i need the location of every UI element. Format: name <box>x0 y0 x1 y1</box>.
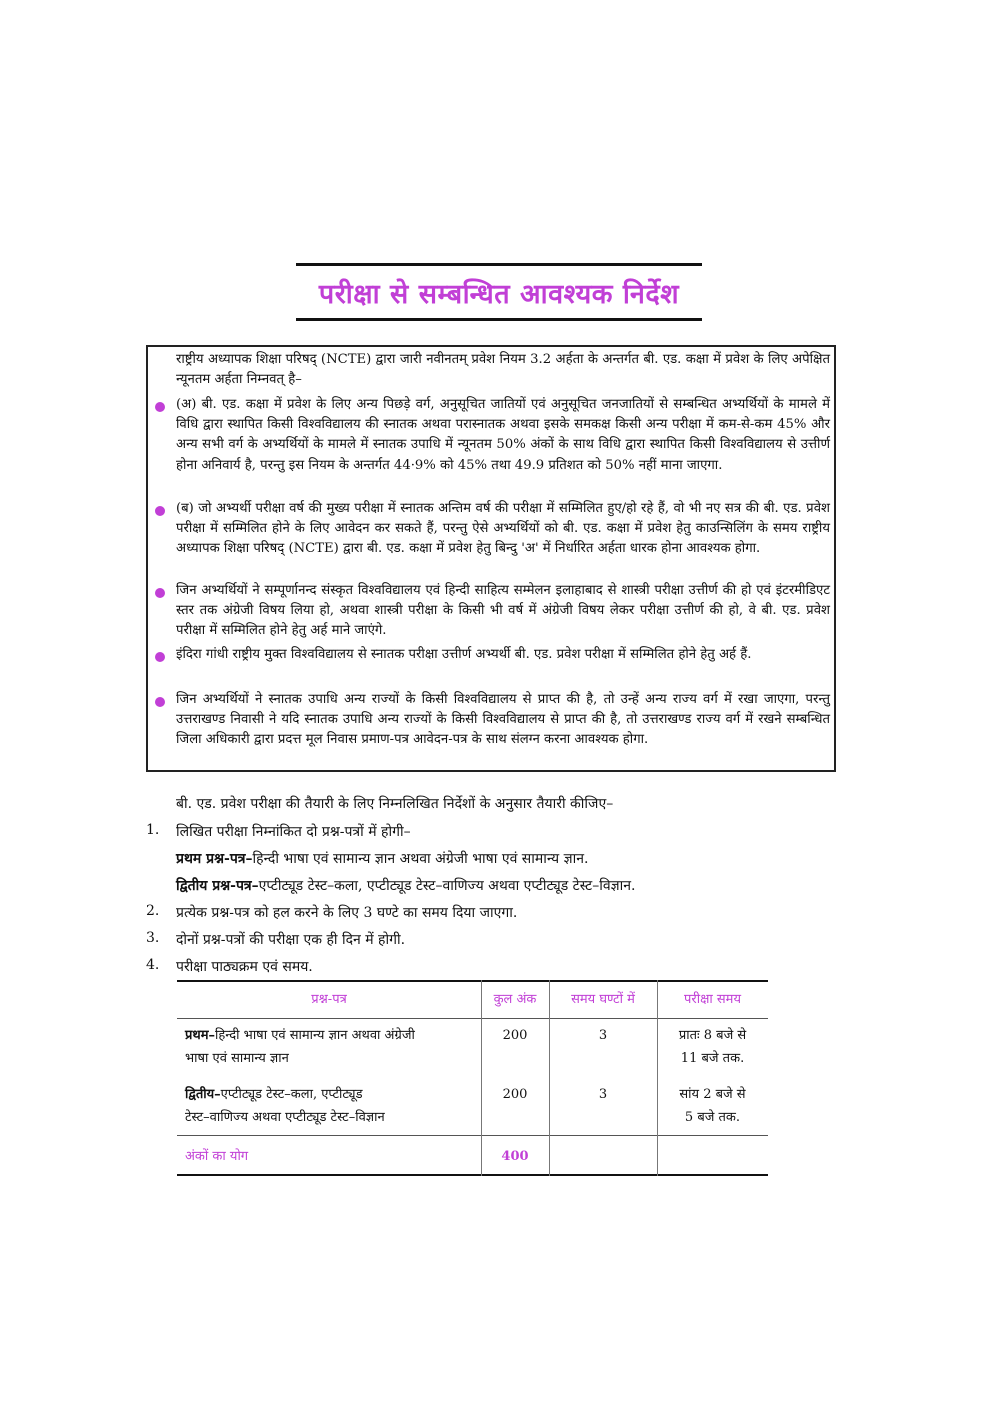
bullet-item: जिन अभ्यर्थियों ने स्नातक उपाधि अन्य राज्यों के किसी विश्वविद्यालय से प्राप्त की है, तो उन्हें अन्य राज्य वर्ग में रखा जाएगा, परन्तु उत्तराखण्ड निवासी ने यदि स्नातक उपाधि अन्य राज्यों के किसी विश्वविद्यालय से प्राप्त की है, तो उत्तराखण्ड राज्य वर्ग में रखने सम्बन्धित जिला अधिकारी द्वारा प्रदत्त मूल निवास प्रमाण-पत्र आवेदन-पत्र के साथ संलग्न करना आवश्यक होगा. <box>176 692 830 748</box>
row-2-label-line1: एप्टीट्यूड टेस्ट–कला, एप्टीट्यूड <box>220 1087 363 1102</box>
paper-1-label: प्रथम प्रश्न-पत्र– <box>176 851 253 867</box>
table-total-value: 400 <box>501 1149 529 1164</box>
table-row-1-marks: 200 <box>502 1028 528 1043</box>
row-2-time-line1: सांय 2 बजे से <box>679 1087 746 1102</box>
table-header-marks: कुल अंक <box>493 992 537 1007</box>
instruction-item-1: लिखित परीक्षा निम्नांकित दो प्रश्न-पत्रों में होगी– <box>176 824 411 840</box>
table-row-2-time <box>657 1083 768 1129</box>
bullet-dot-icon <box>155 588 165 598</box>
row-1-label-line2: भाषा एवं सामान्य ज्ञान <box>185 1051 289 1066</box>
paper-2-line <box>176 876 635 895</box>
bullet-item: (अ) बी. एड. कक्षा में प्रवेश के लिए अन्य पिछड़े वर्ग, अनुसूचित जातियों एवं अनुसूचित जनजातियों से सम्बन्धित अभ्यर्थियों के मामले में विधि द्वारा स्थापित किसी विश्वविद्यालय की स्नातक अथवा परास्नातक अथवा इसके समकक्ष किसी अन्य परीक्षा में कम-से-कम 45% और अन्य सभी वर्ग के अभ्यर्थियों के मामले में स्नातक उपाधि में न्यूनतम 50% अंकों के साथ विधि द्वारा स्थापित किसी विश्वविद्यालय से उत्तीर्ण होना अनिवार्य है, परन्तु इस नियम के अन्तर्गत 44·9% को 45% तथा 49.9 प्रतिशत को 50% नहीं माना जाएगा. <box>176 397 830 473</box>
title-frame <box>296 263 702 321</box>
paper-2-text: एप्टीट्यूड टेस्ट–कला, एप्टीट्यूड टेस्ट–वाणिज्य अथवा एप्टीट्यूड टेस्ट–विज्ञान. <box>258 878 636 894</box>
row-1-label-line1: हिन्दी भाषा एवं सामान्य ज्ञान अथवा अंग्रेजी <box>214 1028 415 1043</box>
table-header-hours: समय घण्टों में <box>571 992 635 1007</box>
page-title: परीक्षा से सम्बन्धित आवश्यक निर्देश <box>318 278 680 310</box>
item-number: 1. <box>146 822 160 838</box>
instruction-item-2: प्रत्येक प्रश्न-पत्र को हल करने के लिए 3 घण्टे का समय दिया जाएगा. <box>176 905 518 921</box>
paper-2-label: द्वितीय प्रश्न-पत्र– <box>176 878 259 894</box>
table-top-rule <box>177 980 768 982</box>
exam-schedule-table <box>177 980 768 1176</box>
row-2-label-line2: टेस्ट–वाणिज्य अथवा एप्टीट्यूड टेस्ट–विज्ञान <box>185 1110 385 1125</box>
bullet-item: इंदिरा गांधी राष्ट्रीय मुक्त विश्वविद्यालय से स्नातक परीक्षा उत्तीर्ण अभ्यर्थी बी. एड. प्रवेश परीक्षा में सम्मिलित होने हेतु अर्ह हैं. <box>176 647 752 662</box>
item-number: 4. <box>146 957 160 973</box>
table-header-time: परीक्षा समय <box>684 992 741 1007</box>
bullet-dot-icon <box>155 697 165 707</box>
table-total-rule <box>177 1135 768 1136</box>
row-1-label-bold: प्रथम– <box>185 1028 215 1043</box>
instruction-item-3: दोनों प्रश्न-पत्रों की परीक्षा एक ही दिन में होगी. <box>176 932 406 948</box>
table-row-2-hours: 3 <box>598 1087 608 1102</box>
paper-1-line <box>176 849 588 868</box>
item-number: 2. <box>146 903 160 919</box>
row-2-time-line2: 5 बजे तक. <box>684 1110 741 1125</box>
table-header-rule <box>177 1018 768 1019</box>
table-row-1-hours: 3 <box>598 1028 608 1043</box>
row-1-time-line2: 11 बजे तक. <box>680 1051 745 1066</box>
table-row-1-paper <box>185 1024 477 1070</box>
table-row-1-time <box>657 1024 768 1070</box>
bullet-dot-icon <box>155 506 165 516</box>
row-1-time-line1: प्रातः 8 बजे से <box>678 1028 747 1043</box>
eligibility-intro: राष्ट्रीय अध्यापक शिक्षा परिषद् (NCTE) द्वारा जारी नवीनतम् प्रवेश नियम 3.2 अर्हता के अन्तर्गत बी. एड. कक्षा में प्रवेश के लिए अपेक्षित न्यूनतम अर्हता निम्नवत् है– <box>176 352 830 387</box>
table-row-2-marks: 200 <box>502 1087 528 1102</box>
bullet-item: जिन अभ्यर्थियों ने सम्पूर्णानन्द संस्कृत विश्वविद्यालय एवं हिन्दी साहित्य सम्मेलन इलाहाबाद से शास्त्री परीक्षा उत्तीर्ण की हो एवं इंटरमीडिएट स्तर तक अंग्रेजी विषय लिया हो, अथवा शास्त्री परीक्षा के किसी भी वर्ष में अंग्रेजी विषय लेकर परीक्षा उत्तीर्ण की हो, वे बी. एड. प्रवेश परीक्षा में सम्मिलित होने हेतु अर्ह माने जाएंगे. <box>176 583 830 639</box>
item-number: 3. <box>146 930 160 946</box>
instructions-lead: बी. एड. प्रवेश परीक्षा की तैयारी के लिए निम्नलिखित निर्देशों के अनुसार तैयारी कीजिए– <box>176 796 614 812</box>
table-header-paper: प्रश्न-पत्र <box>311 992 347 1007</box>
table-row-2-paper <box>185 1083 477 1129</box>
bullet-dot-icon <box>155 402 165 412</box>
bullet-dot-icon <box>155 652 165 662</box>
bullet-item: (ब) जो अभ्यर्थी परीक्षा वर्ष की मुख्य परीक्षा में स्नातक अन्तिम वर्ष की परीक्षा में सम्मिलित हुए/हो रहे हैं, वो भी नए सत्र की बी. एड. प्रवेश परीक्षा में सम्मिलित होने के लिए आवेदन कर सकते हैं, परन्तु ऐसे अभ्यर्थियों को बी. एड. कक्षा में प्रवेश हेतु काउन्सिलिंग के समय राष्ट्रीय अध्यापक शिक्षा परिषद् (NCTE) द्वारा बी. एड. कक्षा में प्रवेश हेतु बिन्दु 'अ' में निर्धारित अर्हता धारक होना आवश्यक होगा. <box>176 501 830 557</box>
row-2-label-bold: द्वितीय– <box>185 1087 221 1102</box>
paper-1-text: हिन्दी भाषा एवं सामान्य ज्ञान अथवा अंग्रेजी भाषा एवं सामान्य ज्ञान. <box>252 851 589 867</box>
instruction-item-4: परीक्षा पाठ्यक्रम एवं समय. <box>176 959 313 975</box>
table-total-label: अंकों का योग <box>185 1149 249 1164</box>
table-bottom-rule <box>177 1174 768 1176</box>
